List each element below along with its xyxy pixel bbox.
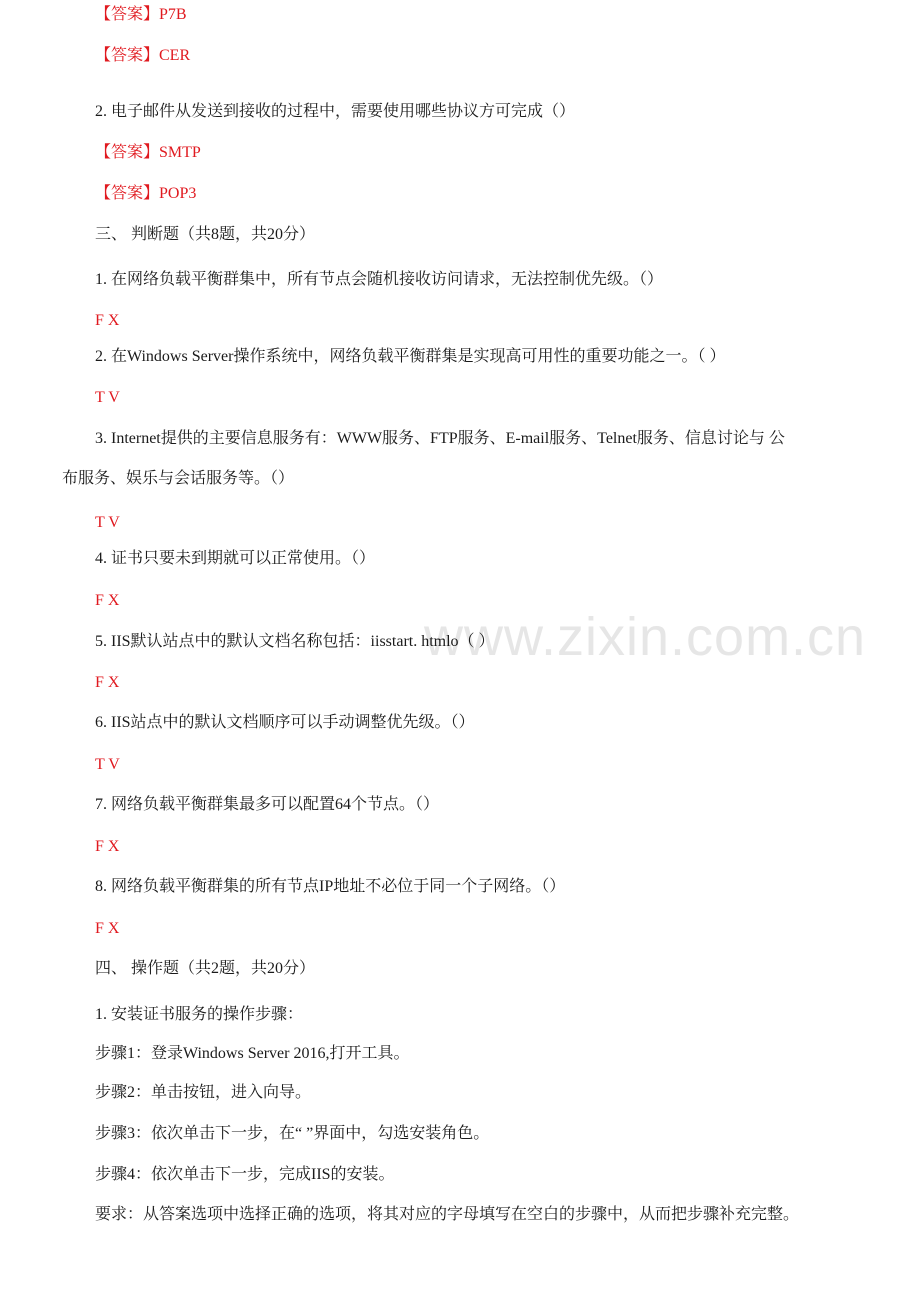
- operation-step-2: 步骤2：单击按钮，进入向导。: [95, 1084, 312, 1101]
- judgment-answer-5: F X: [95, 674, 120, 691]
- question-email-protocols: 2. 电子邮件从发送到接收的过程中，需要使用哪些协议方可完成（）: [95, 103, 576, 120]
- operation-step-4: 步骤4：依次单击下一步，完成IIS的安装。: [95, 1166, 395, 1183]
- judgment-question-5: 5. IIS默认站点中的默认文档名称包括：iisstart. htmlo（ ）: [95, 633, 495, 650]
- judgment-question-3: 3. Internet提供的主要信息服务有：WWW服务、FTP服务、E-mail服务、Telnet服务、信息讨论与 公: [95, 430, 785, 447]
- judgment-answer-6: T V: [95, 756, 120, 773]
- operation-requirement: 要求：从答案选项中选择正确的选项，将其对应的字母填写在空白的步骤中，从而把步骤补充完整。: [95, 1206, 800, 1223]
- judgment-question-8: 8. 网络负载平衡群集的所有节点IP地址不必位于同一个子网络。（）: [95, 878, 566, 895]
- answer-p7b: 【答案】P7B: [95, 6, 187, 23]
- watermark: www.zixin.com.cn: [424, 607, 867, 667]
- judgment-question-4: 4. 证书只要未到期就可以正常使用。（）: [95, 550, 376, 567]
- operation-question-1: 1. 安装证书服务的操作步骤：: [95, 1006, 304, 1023]
- section-heading-judgment: 三、 判断题（共8题，共20分）: [95, 226, 316, 243]
- answer-pop3: 【答案】POP3: [95, 185, 197, 202]
- judgment-question-2: 2. 在Windows Server操作系统中，网络负载平衡群集是实现高可用性的重要功能之一。（ ）: [95, 348, 726, 365]
- operation-step-1: 步骤1：登录Windows Server 2016,打开工具。: [95, 1045, 410, 1062]
- judgment-answer-4: F X: [95, 592, 120, 609]
- section-heading-operation: 四、 操作题（共2题，共20分）: [95, 960, 316, 977]
- judgment-answer-1: F X: [95, 312, 120, 329]
- judgment-answer-3: T V: [95, 514, 120, 531]
- judgment-answer-8: F X: [95, 920, 120, 937]
- judgment-question-1: 1. 在网络负载平衡群集中，所有节点会随机接收访问请求，无法控制优先级。（）: [95, 271, 664, 288]
- judgment-answer-2: T V: [95, 389, 120, 406]
- judgment-answer-7: F X: [95, 838, 120, 855]
- operation-step-3: 步骤3：依次单击下一步，在“ ”界面中，勾选安装角色。: [95, 1125, 490, 1142]
- answer-cer: 【答案】CER: [95, 47, 191, 64]
- judgment-question-6: 6. IIS站点中的默认文档顺序可以手动调整优先级。（）: [95, 714, 475, 731]
- judgment-question-3-cont: 布服务、娱乐与会话服务等。（）: [62, 470, 295, 487]
- answer-smtp: 【答案】SMTP: [95, 144, 201, 161]
- judgment-question-7: 7. 网络负载平衡群集最多可以配置64个节点。（）: [95, 796, 440, 813]
